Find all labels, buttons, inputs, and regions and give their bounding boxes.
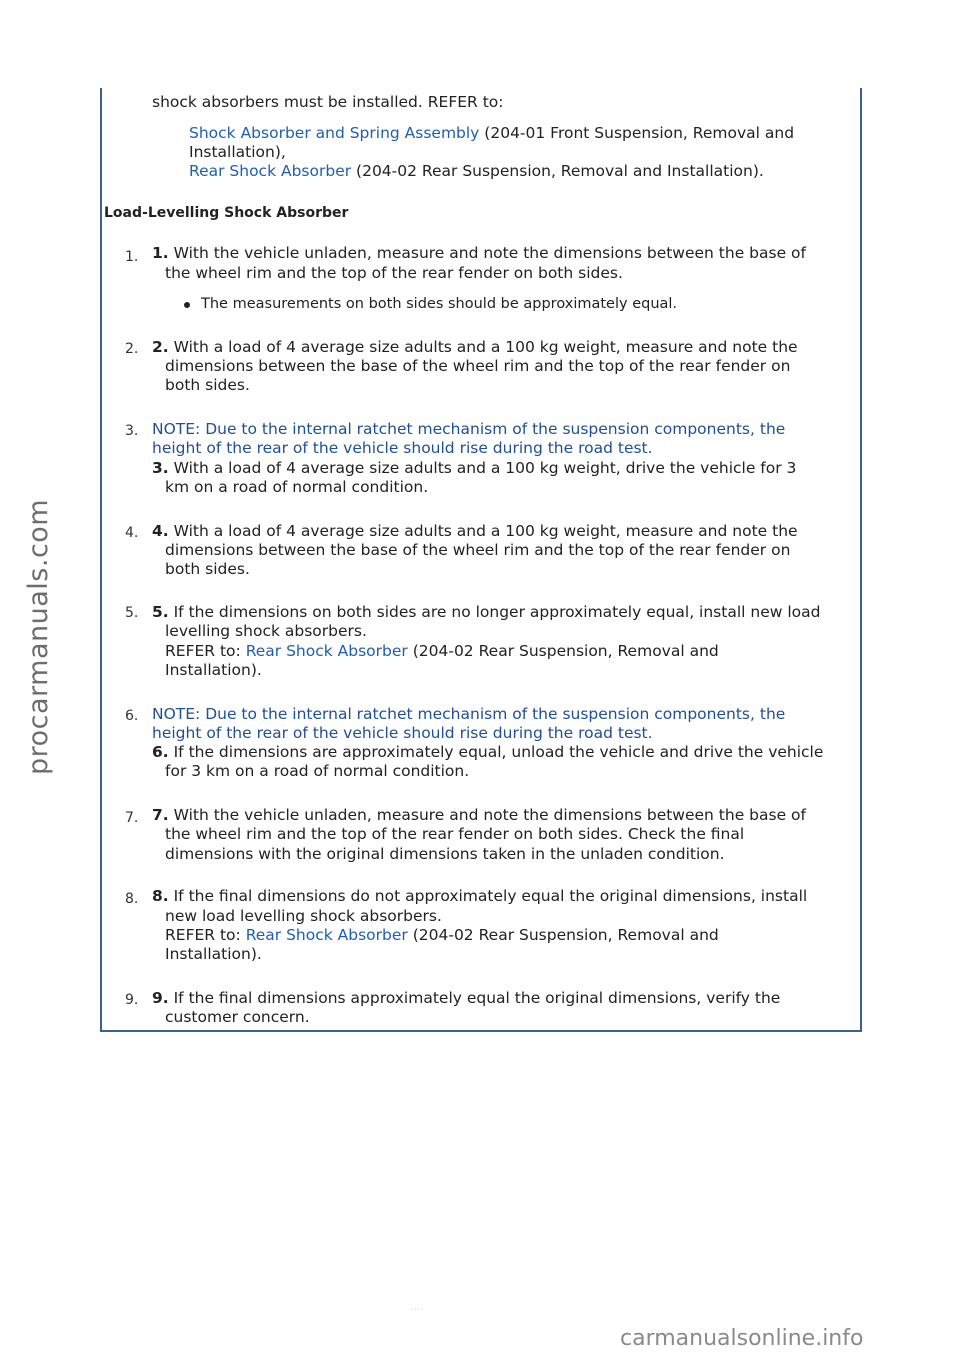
step-6-cont: for 3 km on a road of normal condition. [165, 762, 470, 780]
step-number: 8. [125, 891, 139, 907]
step-number: 3. [125, 423, 139, 439]
step-2-cont: both sides. [165, 376, 250, 394]
ref-front-suspension-cont: Installation), [189, 143, 286, 161]
intro-line: shock absorbers must be installed. REFER to: [152, 93, 504, 111]
shock-absorber-spring-link[interactable]: Shock Absorber and Spring Assembly [189, 124, 480, 142]
rear-shock-absorber-link[interactable]: Rear Shock Absorber [245, 926, 408, 944]
step-number: 4. [125, 525, 139, 541]
step-7-cont: the wheel rim and the top of the rear fender on both sides. Check the final [165, 825, 745, 843]
step-6-note: NOTE: Due to the internal ratchet mechanism of the suspension components, the [152, 705, 786, 723]
step-7-cont: dimensions with the original dimensions taken in the unladen condition. [165, 845, 725, 863]
step-3-cont: km on a road of normal condition. [165, 478, 429, 496]
step-1-cont: the wheel rim and the top of the rear fender on both sides. [165, 264, 623, 282]
step-9: 9. If the final dimensions approximately equal the original dimensions, verify the [152, 989, 781, 1007]
step-3-note-cont: height of the rear of the vehicle should rise during the road test. [152, 439, 653, 457]
watermark-bottom: carmanualsonline.info [620, 1326, 864, 1351]
step-2: 2. With a load of 4 average size adults and a 100 kg weight, measure and note the [152, 338, 798, 356]
rear-shock-absorber-link[interactable]: Rear Shock Absorber [189, 162, 352, 180]
step-5-refer-cont: Installation). [165, 661, 262, 679]
step-3: 3. With a load of 4 average size adults and a 100 kg weight, drive the vehicle for 3 [152, 459, 797, 477]
section-heading: Load-Levelling Shock Absorber [104, 205, 349, 221]
step-2-cont: dimensions between the base of the wheel rim and the top of the rear fender on [165, 357, 791, 375]
step-6-note-cont: height of the rear of the vehicle should rise during the road test. [152, 724, 653, 742]
step-6: 6. If the dimensions are approximately equal, unload the vehicle and drive the vehicle [152, 743, 824, 761]
step-1: 1. With the vehicle unladen, measure and note the dimensions between the base of [152, 244, 806, 262]
step-5: 5. If the dimensions on both sides are no longer approximately equal, install new load [152, 603, 821, 621]
ref-rear-suspension: Rear Shock Absorber (204-02 Rear Suspension, Removal and Installation). [189, 162, 764, 180]
step-3-note: NOTE: Due to the internal ratchet mechanism of the suspension components, the [152, 420, 786, 438]
step-8-cont: new load levelling shock absorbers. [165, 907, 442, 925]
page-number: .... [410, 1300, 424, 1313]
step-5-refer: REFER to: Rear Shock Absorber (204-02 Rear Suspension, Removal and [165, 642, 719, 660]
step-4-cont: dimensions between the base of the wheel rim and the top of the rear fender on [165, 541, 791, 559]
step-8-refer: REFER to: Rear Shock Absorber (204-02 Rear Suspension, Removal and [165, 926, 719, 944]
step-number: 7. [125, 810, 139, 826]
step-8-refer-cont: Installation). [165, 945, 262, 963]
step-4: 4. With a load of 4 average size adults and a 100 kg weight, measure and note the [152, 522, 798, 540]
step-number: 6. [125, 708, 139, 724]
rear-shock-absorber-link[interactable]: Rear Shock Absorber [245, 642, 408, 660]
step-4-cont: both sides. [165, 560, 250, 578]
step-number: 5. [125, 605, 139, 621]
bullet-icon [184, 302, 190, 308]
step-number: 9. [125, 992, 139, 1008]
step-9-cont: customer concern. [165, 1008, 310, 1026]
ref-front-suspension: Shock Absorber and Spring Assembly (204-01 Front Suspension, Removal and [189, 124, 795, 142]
step-7: 7. With the vehicle unladen, measure and note the dimensions between the base of [152, 806, 806, 824]
step-1-bullet: The measurements on both sides should be approximately equal. [201, 296, 678, 312]
step-number: 2. [125, 341, 139, 357]
watermark-left: procarmanuals.com [23, 498, 54, 775]
step-5-cont: levelling shock absorbers. [165, 622, 367, 640]
step-number: 1. [125, 249, 139, 265]
step-8: 8. If the final dimensions do not approximately equal the original dimensions, install [152, 887, 808, 905]
